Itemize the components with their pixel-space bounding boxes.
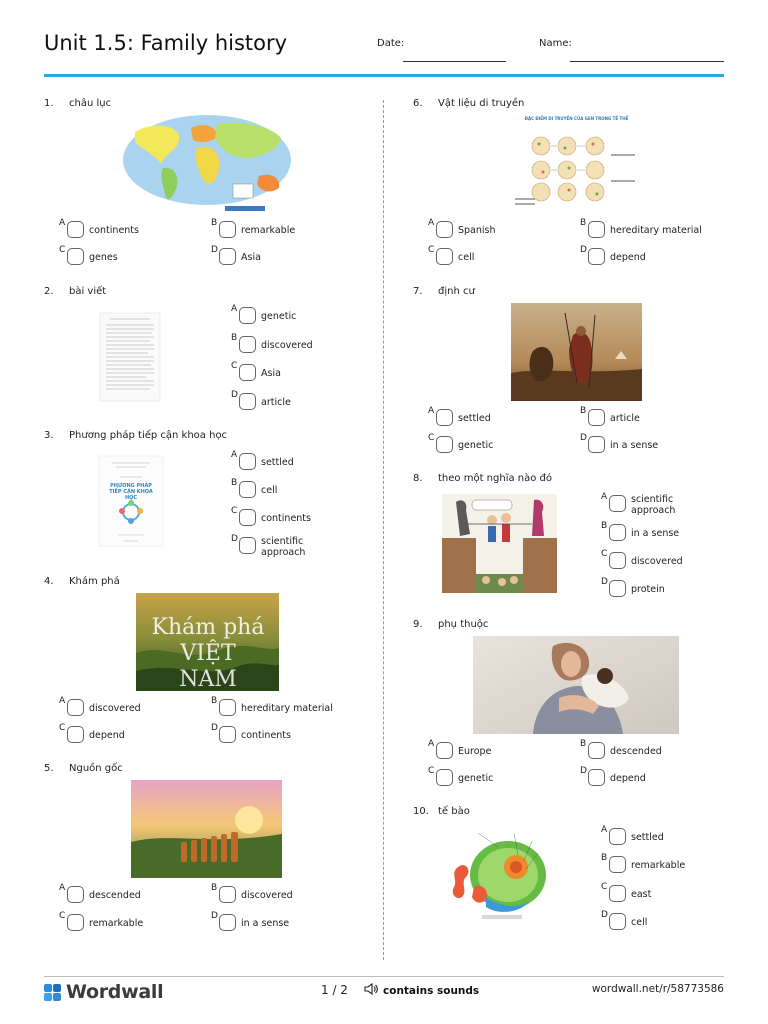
checkbox[interactable] bbox=[588, 436, 605, 453]
genetics-diagram-image bbox=[511, 114, 642, 213]
checkbox[interactable] bbox=[436, 742, 453, 759]
checkbox[interactable] bbox=[67, 914, 84, 931]
checkbox[interactable] bbox=[436, 221, 453, 238]
checkbox[interactable] bbox=[609, 580, 626, 597]
vietnam-poster-title: Khám phá VIỆT NAM bbox=[151, 615, 265, 691]
checkbox[interactable] bbox=[609, 552, 626, 569]
checkbox[interactable] bbox=[219, 699, 236, 716]
question-1-title: 1. châu lục bbox=[44, 98, 112, 109]
wordwall-logo-icon bbox=[44, 984, 61, 1001]
header-divider bbox=[44, 74, 724, 77]
vietnam-poster-image bbox=[136, 593, 279, 691]
name-label: Name: bbox=[539, 38, 572, 49]
mother-child-image bbox=[473, 636, 679, 734]
native-painting-image bbox=[511, 303, 642, 401]
question-10-title: 10. tế bào bbox=[413, 806, 470, 817]
wordwall-logo[interactable] bbox=[44, 981, 163, 1003]
checkbox[interactable] bbox=[588, 221, 605, 238]
checkbox[interactable] bbox=[67, 221, 84, 238]
checkbox[interactable] bbox=[609, 828, 626, 845]
question-8-title: 8. theo một nghĩa nào đó bbox=[413, 473, 553, 484]
date-label: Date: bbox=[377, 38, 405, 49]
checkbox[interactable] bbox=[609, 913, 626, 930]
checkbox[interactable] bbox=[609, 524, 626, 541]
brand-name: Wordwall bbox=[66, 981, 164, 1003]
checkbox[interactable] bbox=[436, 409, 453, 426]
checkbox[interactable] bbox=[239, 307, 256, 324]
checkbox[interactable] bbox=[219, 726, 236, 743]
column-divider bbox=[383, 100, 384, 960]
science-method-cover-image bbox=[96, 455, 166, 547]
cell-diagram-image bbox=[438, 827, 559, 926]
question-3-title: 3. Phương pháp tiếp cận khoa học bbox=[44, 430, 228, 441]
science-cover-title: PHƯƠNG PHÁP TIẾP CẬN KHOA HỌC bbox=[109, 483, 153, 501]
monks-sunset-image bbox=[131, 780, 282, 878]
world-map-image bbox=[121, 114, 293, 213]
checkbox[interactable] bbox=[588, 248, 605, 265]
checkbox[interactable] bbox=[436, 436, 453, 453]
speaker-icon bbox=[364, 983, 378, 998]
question-9-title: 9. phụ thuộc bbox=[413, 619, 489, 630]
sounds-indicator bbox=[364, 983, 479, 998]
checkbox[interactable] bbox=[239, 453, 256, 470]
page-indicator: 1 / 2 bbox=[321, 983, 348, 997]
checkbox[interactable] bbox=[588, 769, 605, 786]
checkbox[interactable] bbox=[588, 742, 605, 759]
page-title: Unit 1.5: Family history bbox=[44, 31, 288, 55]
date-field[interactable] bbox=[403, 61, 506, 62]
checkbox[interactable] bbox=[588, 409, 605, 426]
checkbox[interactable] bbox=[436, 248, 453, 265]
checkbox[interactable] bbox=[67, 726, 84, 743]
checkbox[interactable] bbox=[609, 885, 626, 902]
checkbox[interactable] bbox=[239, 509, 256, 526]
cartoon-image bbox=[442, 494, 557, 593]
checkbox[interactable] bbox=[219, 886, 236, 903]
checkbox[interactable] bbox=[239, 537, 256, 554]
checkbox[interactable] bbox=[436, 769, 453, 786]
checkbox[interactable] bbox=[239, 364, 256, 381]
article-page-image bbox=[96, 311, 164, 403]
activity-url[interactable]: wordwall.net/r/58773586 bbox=[591, 983, 724, 995]
checkbox[interactable] bbox=[239, 393, 256, 410]
checkbox[interactable] bbox=[219, 914, 236, 931]
checkbox[interactable] bbox=[239, 481, 256, 498]
checkbox[interactable] bbox=[609, 856, 626, 873]
checkbox[interactable] bbox=[67, 699, 84, 716]
question-4-title: 4. Khám phá bbox=[44, 576, 120, 587]
question-6-title: 6. Vật liệu di truyền bbox=[413, 98, 525, 109]
name-field[interactable] bbox=[570, 61, 724, 62]
checkbox[interactable] bbox=[219, 248, 236, 265]
checkbox[interactable] bbox=[219, 221, 236, 238]
footer-divider bbox=[44, 976, 724, 977]
genetics-diagram-title: ĐẶC ĐIỂM DI TRUYỀN CỦA GEN TRONG TẾ THỂ bbox=[524, 116, 629, 121]
question-5-title: 5. Nguồn gốc bbox=[44, 763, 123, 774]
question-2-title: 2. bài viết bbox=[44, 286, 107, 297]
question-7-title: 7. định cư bbox=[413, 286, 475, 297]
checkbox[interactable] bbox=[609, 495, 626, 512]
checkbox[interactable] bbox=[239, 336, 256, 353]
sounds-label: contains sounds bbox=[383, 984, 480, 997]
checkbox[interactable] bbox=[67, 886, 84, 903]
checkbox[interactable] bbox=[67, 248, 84, 265]
